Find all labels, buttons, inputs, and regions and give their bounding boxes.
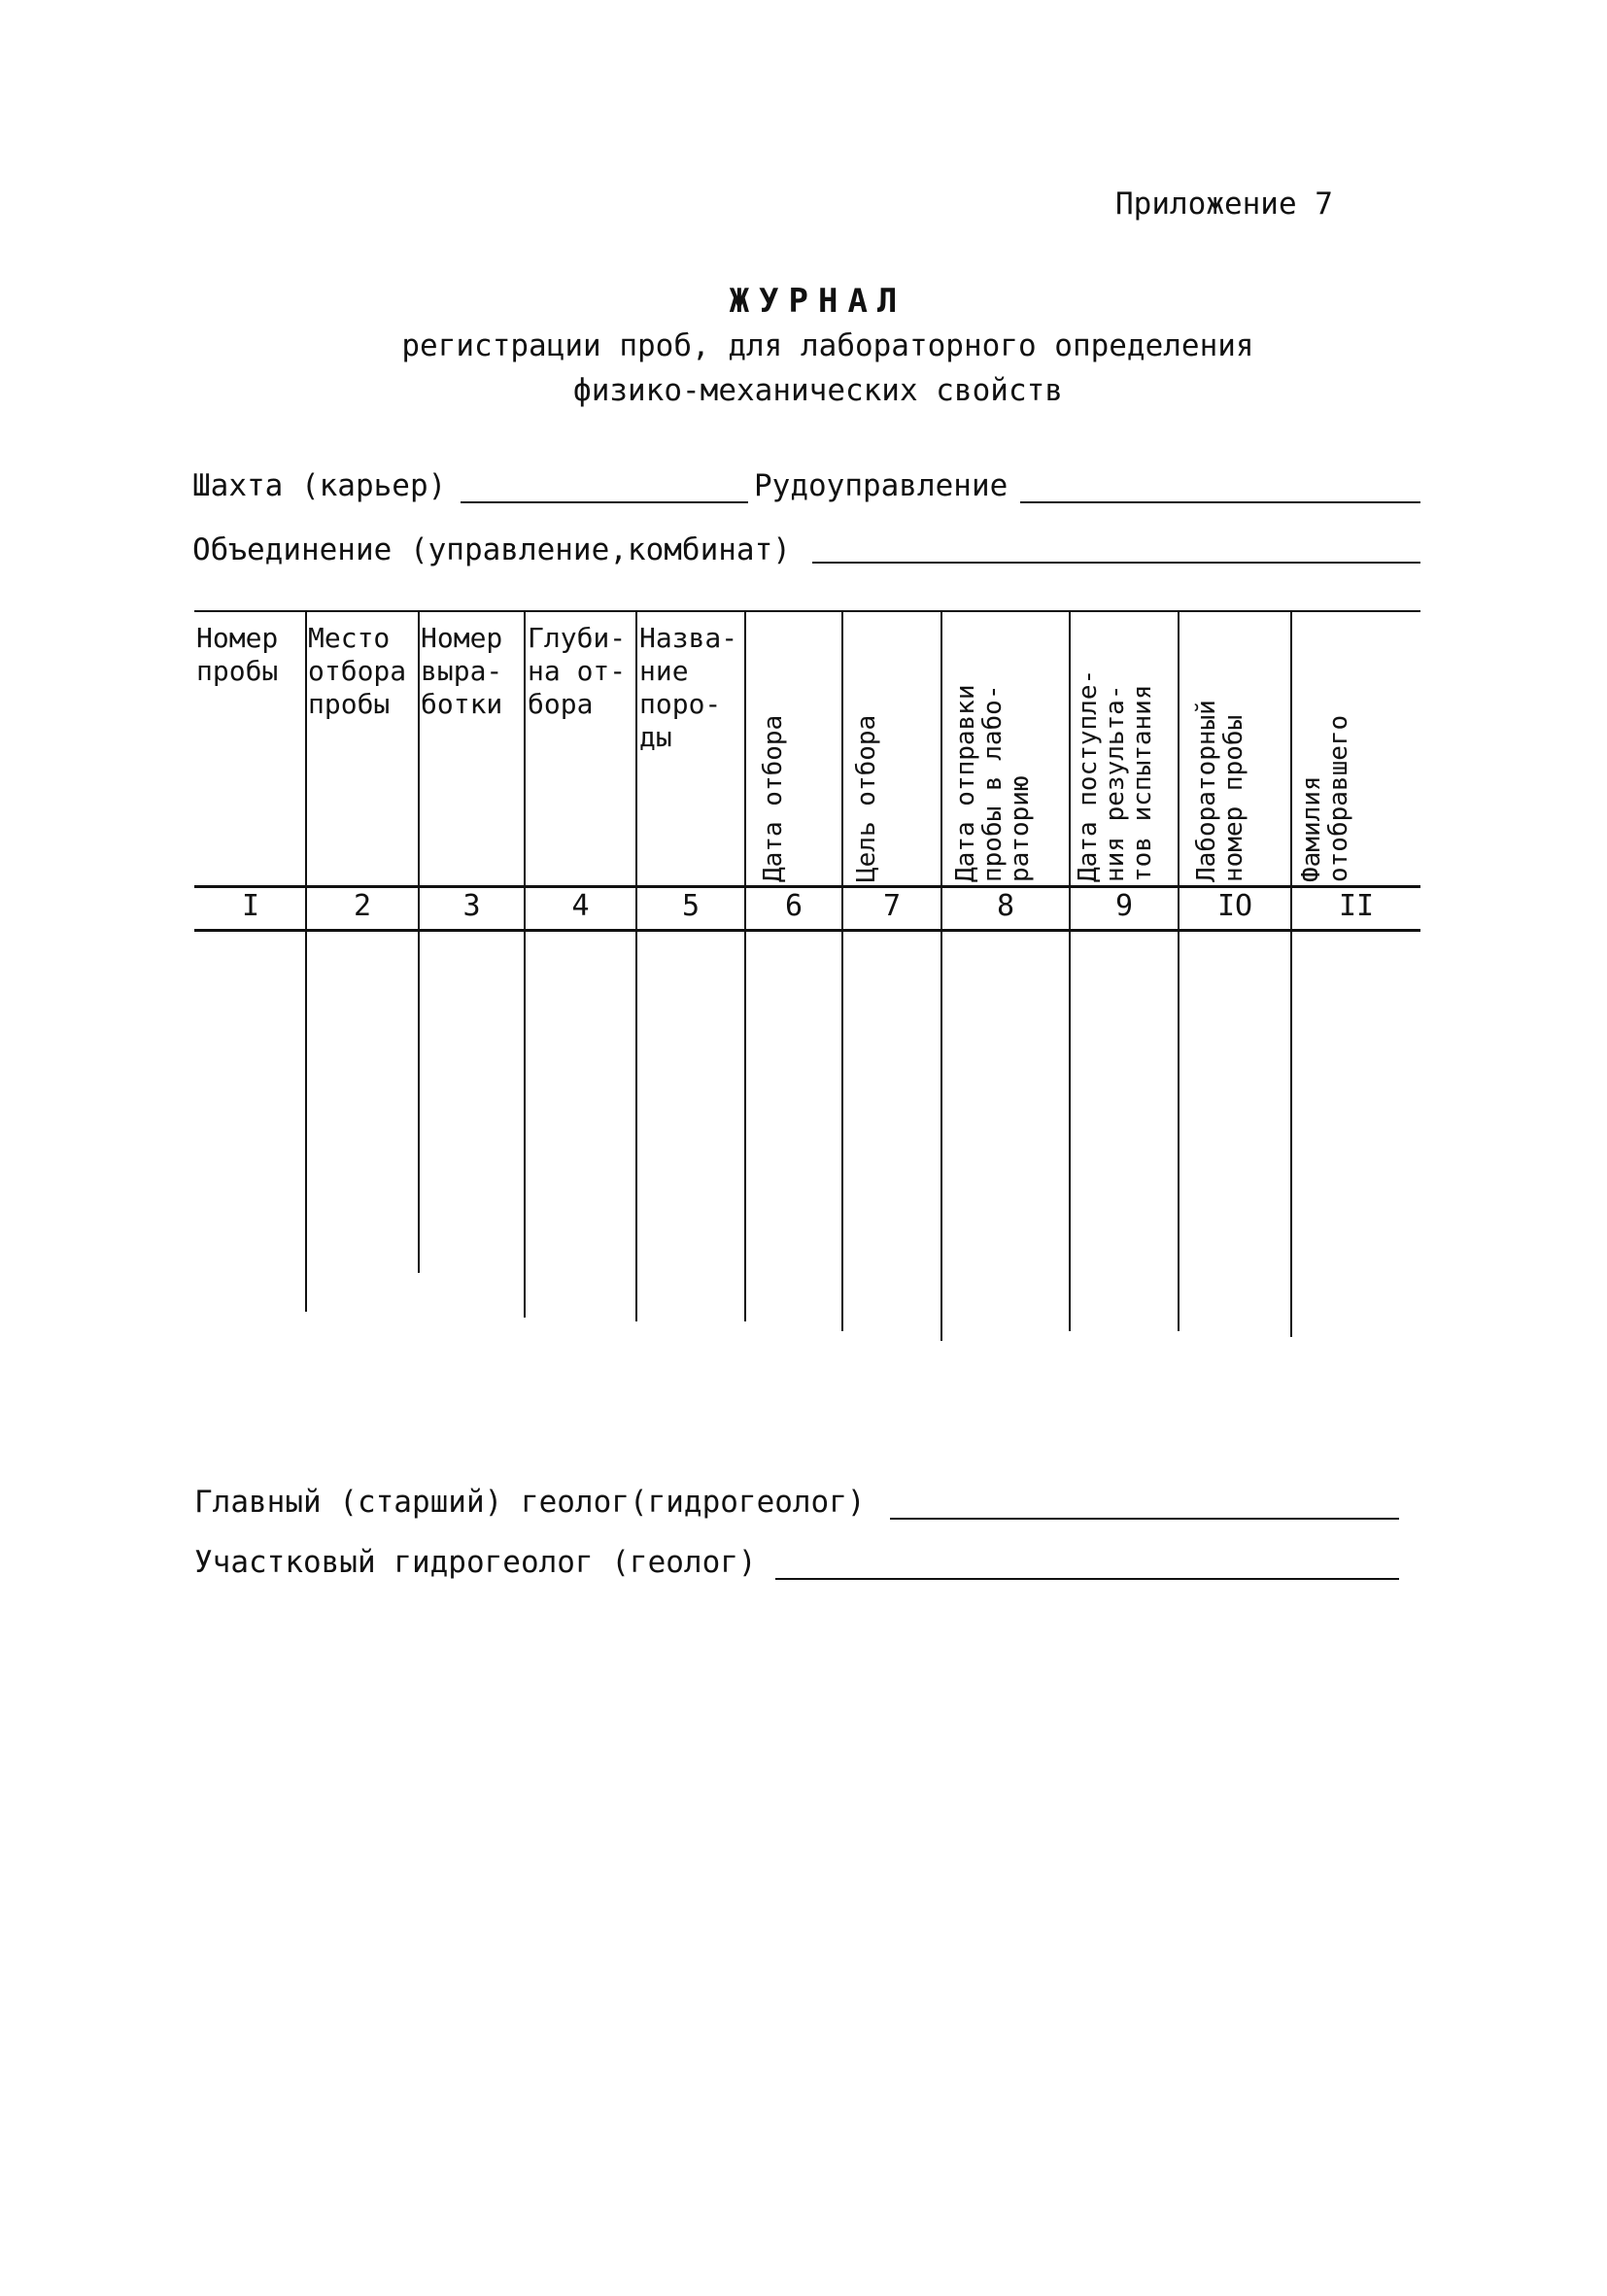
- table-top-border: [194, 610, 1420, 612]
- table-header-border: [194, 885, 1420, 888]
- column-header-sampling-date: Дата отбора: [759, 714, 788, 882]
- column-header-results-date: Дата поступле- ния результа- тов испытания: [1074, 668, 1157, 882]
- column-header-results-date-cell: [1075, 622, 1172, 882]
- column-divider: [1178, 612, 1180, 1331]
- column-number: 3: [462, 889, 481, 923]
- column-divider: [635, 612, 637, 1321]
- ore-admin-label: Рудоуправление: [754, 468, 1009, 503]
- column-number: 9: [1114, 889, 1134, 923]
- journal-title: ЖУРНАЛ: [729, 282, 907, 321]
- column-number: 8: [996, 889, 1015, 923]
- column-divider: [744, 612, 746, 1321]
- journal-subtitle-line1: регистрации проб, для лабораторного определения: [401, 328, 1254, 363]
- column-divider: [1290, 612, 1292, 1337]
- column-number: II: [1338, 889, 1375, 923]
- chief-geologist-underline: [890, 1518, 1399, 1520]
- column-divider: [940, 612, 942, 1341]
- column-divider: [305, 612, 307, 1312]
- column-header-sampling-place: Место отбора пробы: [308, 622, 407, 720]
- appendix-label: Приложение 7: [1115, 187, 1333, 222]
- column-number: IO: [1216, 889, 1253, 923]
- chief-geologist-label: Главный (старший) геолог(гидрогеолог): [194, 1485, 866, 1520]
- column-divider: [841, 612, 843, 1331]
- column-header-working-number: Номер выра- ботки: [421, 622, 503, 720]
- column-header-dispatch-date-cell: [952, 622, 1049, 882]
- column-header-rock-name: Назва- ние поро- ды: [639, 622, 738, 753]
- site-hydrogeologist-underline: [775, 1578, 1399, 1580]
- column-header-sampling-depth: Глуби- на от- бора: [528, 622, 627, 720]
- ore-admin-underline: [1020, 501, 1420, 503]
- table-number-row-border: [194, 929, 1420, 932]
- column-header-sampling-purpose: Цель отбора: [852, 714, 881, 882]
- association-underline: [812, 562, 1420, 564]
- association-label: Объединение (управление,комбинат): [192, 532, 791, 567]
- column-number: I: [241, 889, 260, 923]
- mine-underline: [461, 501, 748, 503]
- column-number: 2: [353, 889, 372, 923]
- column-header-lab-number-cell: [1193, 622, 1271, 882]
- column-header-dispatch-date: Дата отправки пробы в лабо- раторию: [951, 684, 1035, 882]
- column-number: 6: [784, 889, 804, 923]
- column-divider: [524, 612, 526, 1318]
- column-divider: [418, 612, 420, 1273]
- mine-label: Шахта (карьер): [192, 468, 447, 503]
- column-header-lab-number: Лабораторный номер пробы: [1192, 700, 1248, 882]
- column-header-sampler-name-cell: [1298, 622, 1376, 882]
- column-header-sample-number: Номер пробы: [196, 622, 279, 687]
- column-number: 7: [882, 889, 902, 923]
- column-header-sampling-purpose-cell: [853, 622, 921, 882]
- column-number: 4: [571, 889, 590, 923]
- site-hydrogeologist-label: Участковый гидрогеолог (геолог): [194, 1545, 757, 1580]
- column-number: 5: [681, 889, 701, 923]
- column-header-sampling-date-cell: [760, 622, 828, 882]
- journal-subtitle-line2: физико-механических свойств: [573, 373, 1063, 408]
- column-header-sampler-name: Фамилия отобравшего: [1297, 714, 1353, 882]
- column-divider: [1069, 612, 1071, 1331]
